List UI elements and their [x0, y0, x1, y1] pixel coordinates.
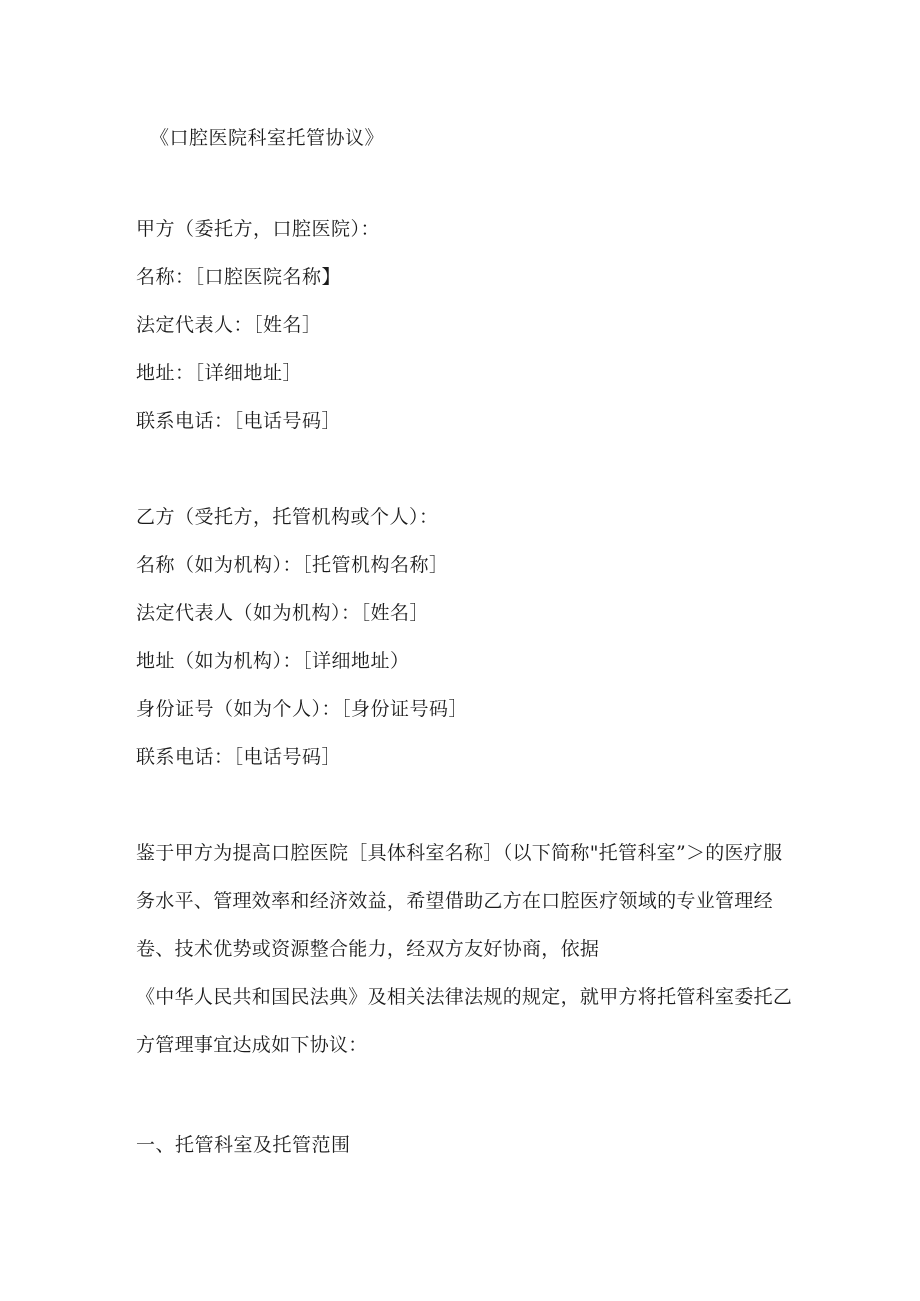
party-b-id-number: 身份证号（如为个人）：［身份证号码］ [136, 698, 469, 720]
preamble-line: 务水平、管理效率和经济效益，希望借助乙方在口腔医疗领域的专业管理经 [136, 890, 773, 912]
party-b-phone: 联系电话：［电话号码］ [136, 746, 342, 768]
preamble-line: 《中华人民共和国民法典》及相关法律法规的规定，就甲方将托管科室委托乙 [136, 986, 793, 1008]
party-b-legal-rep: 法定代表人（如为机构）：［姓名］ [136, 602, 430, 624]
preamble-line: 鉴于甲方为提高口腔医院［具体科室名称］（以下简称"托管科室”＞的医疗服 [136, 842, 783, 864]
preamble-line: 卷、技术优势或资源整合能力，经双方友好协商，依据 [136, 938, 600, 960]
party-a-heading: 甲方（委托方，口腔医院）： [136, 218, 381, 240]
document-title: 《口腔医院科室托管协议》 [150, 127, 385, 149]
party-a-name: 名称：［口腔医院名称】 [136, 266, 342, 288]
section-heading: 一、托管科室及托管范围 [136, 1134, 351, 1156]
party-b-name: 名称（如为机构）：［托管机构名称］ [136, 554, 449, 576]
party-b-heading: 乙方（受托方，托管机构或个人）： [136, 506, 439, 528]
party-a-legal-rep: 法定代表人：［姓名］ [136, 314, 322, 336]
party-a-phone: 联系电话：［电话号码］ [136, 410, 342, 432]
party-b-address: 地址（如为机构）：［详细地址） [136, 650, 410, 672]
preamble-line: 方管理事宜达成如下协议： [136, 1034, 368, 1056]
party-a-address: 地址：［详细地址］ [136, 362, 303, 384]
